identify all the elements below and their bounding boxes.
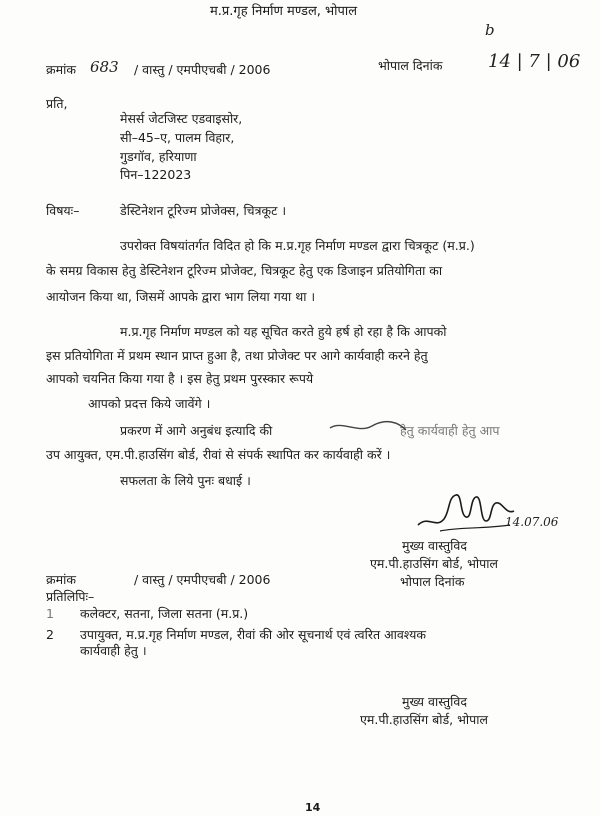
- recipient-line-3: गुडगॉव, हरियाणा: [120, 149, 197, 164]
- subject-text: डेस्टिनेशन टूरिज्म प्रोजेक्स, चित्रकूट ।: [120, 203, 287, 218]
- copy-label: प्रतिलिपिः–: [46, 589, 95, 604]
- copy-ref-prefix: क्रमांक: [46, 572, 76, 587]
- to-label: प्रति,: [46, 96, 68, 111]
- copy-2-num: 2: [46, 627, 54, 642]
- recipient-line-1: मेसर्स जेटजिस्ट एडवाइसोर,: [120, 111, 243, 126]
- signature1-org: एम.पी.हाउसिंग बोर्ड, भोपाल: [370, 556, 498, 571]
- subject-label: विषयः–: [46, 203, 80, 218]
- para3-line-1b: हेतु कार्यवाही हेतु आप: [400, 423, 500, 438]
- ref-place-date-label: भोपाल दिनांक: [378, 58, 443, 73]
- signature1-date: 14.07.06: [505, 515, 559, 529]
- corner-mark: b: [485, 21, 495, 39]
- ref-rest: / वास्तु / एमपीएचबी / 2006: [134, 62, 271, 77]
- para3-line-1a: प्रकरण में आगे अनुबंध इत्यादि की: [120, 423, 273, 438]
- redaction-amount: [392, 366, 562, 392]
- para2-line-3: आपको चयनित किया गया है । इस हेतु प्रथम पुरस्कार रूपये: [46, 371, 314, 386]
- ref-date-handwritten: 14 | 7 | 06: [488, 51, 581, 72]
- para1-line-2: के समग्र विकास हेतु डेस्टिनेशन टूरिज्म प्रोजेक्ट, चित्रकूट हेतु एक डिजाइन प्रतियोगिता का: [46, 263, 443, 278]
- para1-line-3: आयोजन किया था, जिसमें आपके द्वारा भाग लिया गया था ।: [46, 289, 316, 304]
- copy-1-num: 1: [46, 606, 54, 621]
- ref-number-handwritten: 683: [90, 58, 119, 76]
- para2-line-1: म.प्र.गृह निर्माण मण्डल को यह सूचित करते हुये हर्ष हो रहा है कि आपको: [120, 324, 447, 339]
- ref-prefix: क्रमांक: [46, 62, 76, 77]
- copy-1-text: कलेक्टर, सतना, जिला सतना (म.प्र.): [80, 606, 249, 621]
- signature2-title: मुख्य वास्तुविद: [402, 694, 468, 709]
- recipient-line-4: पिन–122023: [120, 167, 192, 182]
- signature1-title: मुख्य वास्तुविद: [402, 538, 468, 553]
- para3-line-2: उप आयुक्त, एम.पी.हाउसिंग बोर्ड, रीवां से संपर्क स्थापित कर कार्यवाही करें ।: [46, 447, 391, 462]
- copy-2-text: उपायुक्त, म.प्र.गृह निर्माण मण्डल, रीवां की ओर सूचनार्थ एवं त्वरित आवश्यक: [80, 627, 426, 642]
- signature-icon: [410, 485, 520, 540]
- copy-ref-place-date: भोपाल दिनांक: [400, 574, 465, 589]
- para2-line-4: आपको प्रदत्त किये जावेंगे ।: [88, 396, 211, 411]
- para1-line-1: उपरोक्त विषयांतर्गत विदित हो कि म.प्र.गृह निर्माण मण्डल द्वारा चित्रकूट (म.प्र.): [120, 238, 475, 253]
- page-number: 14: [305, 801, 321, 814]
- copy-2-text-2: कार्यवाही हेतु ।: [80, 643, 147, 658]
- copy-ref-rest: / वास्तु / एमपीएचबी / 2006: [134, 572, 271, 587]
- letterhead-org: म.प्र.गृह निर्माण मण्डल, भोपाल: [210, 4, 358, 19]
- ink-smudge-icon: [328, 418, 408, 438]
- recipient-line-2: सी–45–ए, पालम विहार,: [120, 130, 235, 145]
- redaction-amount-cont: [30, 392, 84, 414]
- signature2-org: एम.पी.हाउसिंग बोर्ड, भोपाल: [360, 712, 488, 727]
- closing-line: सफलता के लिये पुनः बधाई ।: [120, 473, 251, 488]
- para2-line-2: इस प्रतियोगिता में प्रथम स्थान प्राप्त हुआ है, तथा प्रोजेक्ट पर आगे कार्यवाही करने हेतु: [46, 348, 428, 363]
